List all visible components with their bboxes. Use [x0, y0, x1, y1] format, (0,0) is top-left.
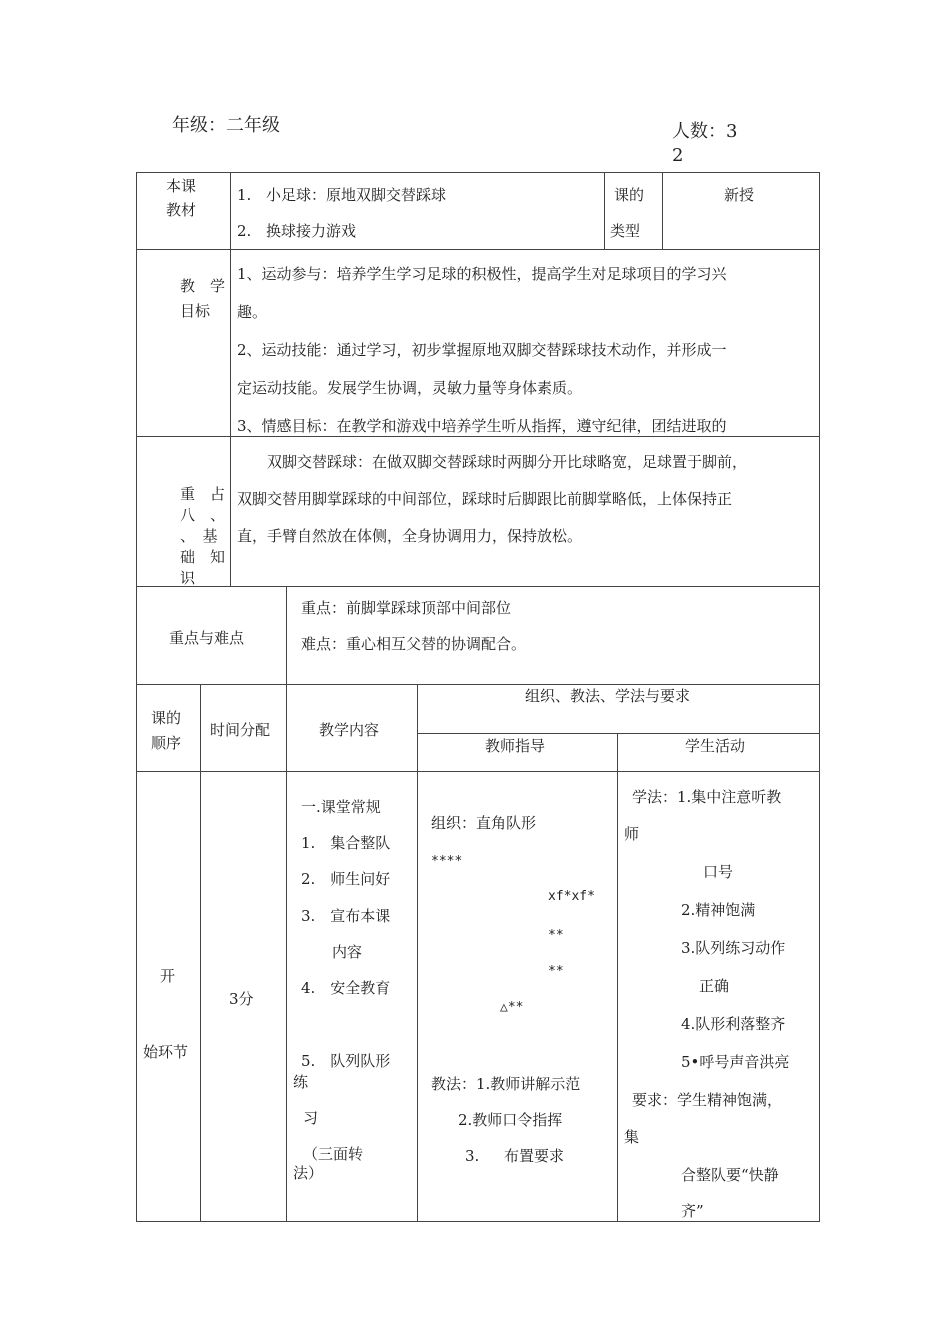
student-count-label-cont: 2: [672, 145, 684, 166]
method-header: 组织、教法、学法与要求: [525, 687, 691, 705]
content-line: 一.课堂常规: [301, 798, 381, 816]
lesson-type-label-cont: 类型: [610, 222, 641, 240]
content-line: 习: [303, 1109, 319, 1127]
content-line: 4. 安全教育: [301, 979, 391, 997]
content-line: （三面转: [303, 1145, 364, 1163]
student-activity: 齐”: [681, 1202, 704, 1220]
content-line: 2. 师生问好: [301, 870, 391, 888]
content-line: 1. 集合整队: [301, 834, 391, 852]
content-line: 法）: [293, 1164, 324, 1182]
knowledge-line: 直，手臂自然放在体侧，全身协调用力，保持放松。: [237, 527, 583, 545]
textbook-item-2-number: 2.: [237, 222, 252, 240]
student-activity: 2.精神饱满: [681, 901, 756, 919]
order-header-cont: 顺序: [151, 734, 182, 752]
student-activity: 师: [624, 825, 640, 843]
textbook-label-cont: 教材: [166, 201, 197, 219]
student-activity: 4.队形利落整齐: [681, 1015, 786, 1033]
objective-line: 2、运动技能：通过学习，初步掌握原地双脚交替踩球技术动作，并形成一: [237, 341, 727, 359]
knowledge-label: 八 、: [180, 506, 226, 524]
teaching-method-number: 3.: [465, 1147, 480, 1165]
difficulty-point: 难点：重心相互父替的协调配合。: [301, 635, 527, 653]
key-point: 重点：前脚掌踩球顶部中间部位: [301, 599, 512, 617]
teacher-header: 教师指导: [485, 737, 546, 755]
knowledge-label: 重 占: [180, 485, 226, 503]
student-activity: 要求：学生精神饱满，: [632, 1091, 783, 1109]
objective-line: 1、运动参与：培养学生学习足球的积极性，提高学生对足球项目的学习兴: [237, 265, 727, 283]
teaching-method: 教法：1.教师讲解示范: [431, 1075, 581, 1093]
objectives-label: 教 学: [180, 277, 226, 295]
section-name: 开: [160, 967, 176, 985]
teaching-method: 布置要求: [504, 1147, 565, 1165]
teacher-organization: 组织：直角队形: [431, 814, 537, 832]
key-points-label: 重点与难点: [169, 629, 245, 647]
grade-label: 年级：二年级: [172, 115, 280, 136]
content-line: 5. 队列队形: [301, 1052, 391, 1070]
content-line: 内容: [332, 943, 363, 961]
formation-row: △**: [500, 1000, 524, 1015]
objective-line: 3、情感目标：在教学和游戏中培养学生听从指挥，遵守纪律，团结进取的: [237, 417, 727, 435]
formation-row: xf*xf*: [548, 889, 595, 904]
student-activity: 合整队要“快静: [681, 1166, 779, 1184]
lesson-type-value: 新授: [724, 186, 755, 204]
section-time: 3分: [229, 990, 254, 1008]
textbook-item-1-number: 1.: [237, 186, 252, 204]
content-line: 3. 宣布本课: [301, 907, 391, 925]
knowledge-line: 双脚交替用脚掌踩球的中间部位，踩球时后脚跟比前脚掌略低，上体保持正: [237, 490, 733, 508]
student-activity: 口号: [703, 863, 734, 881]
section-name-cont: 始环节: [143, 1043, 189, 1061]
student-activity: 3.队列练习动作: [681, 939, 786, 957]
textbook-label: 本课: [166, 177, 197, 195]
formation-row: **: [548, 928, 564, 943]
knowledge-label: 础 知: [180, 548, 226, 566]
student-activity: 学法：1.集中注意听教: [632, 788, 782, 806]
knowledge-label: 、 基: [180, 527, 218, 545]
lesson-type-label: 课的: [614, 186, 645, 204]
knowledge-line: 双脚交替踩球：在做双脚交替踩球时两脚分开比球略宽，足球置于脚前，: [237, 453, 748, 471]
student-header: 学生活动: [685, 737, 746, 755]
knowledge-label: 识: [180, 569, 196, 587]
order-header: 课的: [151, 709, 182, 727]
student-activity: 5•呼号声音洪亮: [681, 1053, 790, 1071]
content-header: 教学内容: [319, 721, 380, 739]
objectives-label-cont: 目标: [180, 302, 211, 320]
formation-row: ****: [431, 854, 463, 869]
objective-line: 定运动技能。发展学生协调，灵敏力量等身体素质。: [237, 379, 583, 397]
student-count-label: 人数：3: [672, 121, 738, 142]
teaching-method: 2.教师口令指挥: [458, 1111, 563, 1129]
textbook-item-1: 小足球：原地双脚交替踩球: [266, 186, 447, 204]
objective-line: 趣。: [237, 303, 268, 321]
student-activity: 集: [624, 1128, 640, 1146]
formation-row: **: [548, 964, 564, 979]
student-activity: 正确: [699, 977, 730, 995]
content-line: 练: [293, 1073, 309, 1091]
time-header: 时间分配: [210, 721, 271, 739]
textbook-item-2: 换球接力游戏: [266, 222, 357, 240]
